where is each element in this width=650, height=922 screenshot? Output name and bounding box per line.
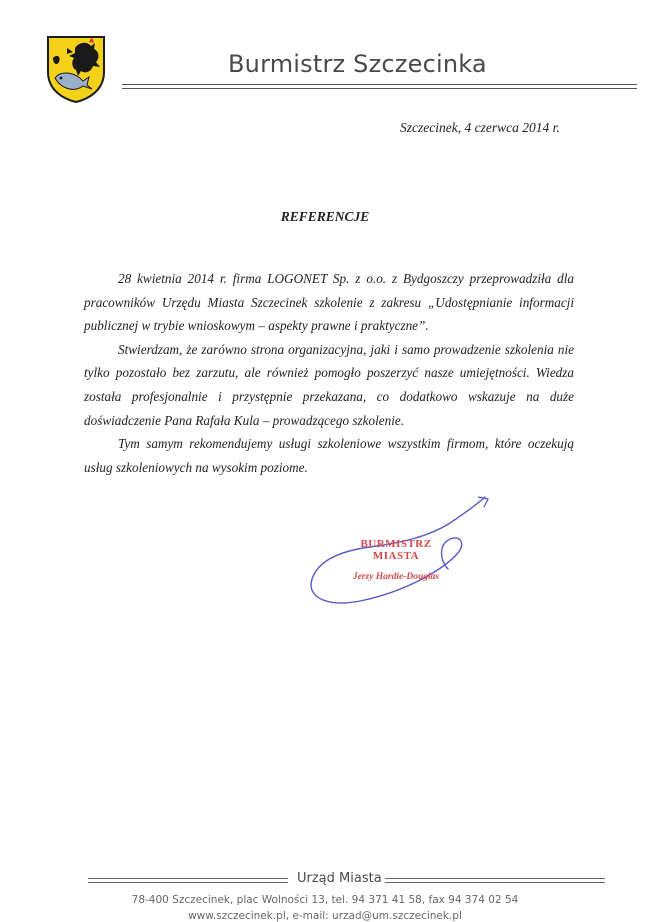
footer-divider-right bbox=[385, 878, 605, 883]
letter-date: Szczecinek, 4 czerwca 2014 r. bbox=[400, 120, 560, 135]
letter-body bbox=[84, 267, 574, 479]
letter-heading: REFERENCJE bbox=[280, 209, 370, 224]
footer-contact: www.szczecinek.pl, e-mail: urzad@um.szczecinek.pl bbox=[188, 910, 462, 922]
paragraph-1: 28 kwietnia 2014 r. firma LOGONET Sp. z o.o. z Bydgoszczy przeprowadziła dla pracowników Urzędu Miasta Szczecinek szkolenie z zakresu „Udostępnianie informacji publicznej w trybie wnioskowym – aspekty prawne i praktyczne”. bbox=[84, 271, 574, 334]
letterhead-title: Burmistrz Szczecinka bbox=[228, 50, 487, 78]
footer-address: 78-400 Szczecinek, plac Wolności 13, tel. 94 371 41 58, fax 94 374 02 54 bbox=[131, 894, 519, 906]
stamp-title: BURMISTRZ MIASTA bbox=[360, 538, 432, 562]
paragraph-3: Tym samym rekomendujemy usługi szkoleniowe wszystkim firmom, które oczekują usług szkoleniowych na wysokim poziome. bbox=[84, 436, 574, 475]
header-divider bbox=[122, 84, 637, 89]
paragraph-2: Stwierdzam, że zarówno strona organizacyjna, jaki i samo prowadzenie szkolenia nie tylko pozostało bez zarzutu, ale również pomogło poszerzyć nasze umiejętności. Wiedza została profesjonalnie i przystępnie przekazana, co dodatkowo wskazuje na duże doświadczenie Pana Rafała Kula – prowadzącego szkolenie. bbox=[84, 341, 574, 428]
footer-divider-left bbox=[88, 878, 288, 883]
official-stamp bbox=[340, 538, 452, 582]
coat-of-arms-icon bbox=[45, 34, 107, 104]
stamp-name: Jerzy Hardie-Douglas bbox=[352, 572, 440, 582]
footer-title: Urząd Miasta bbox=[297, 871, 382, 886]
